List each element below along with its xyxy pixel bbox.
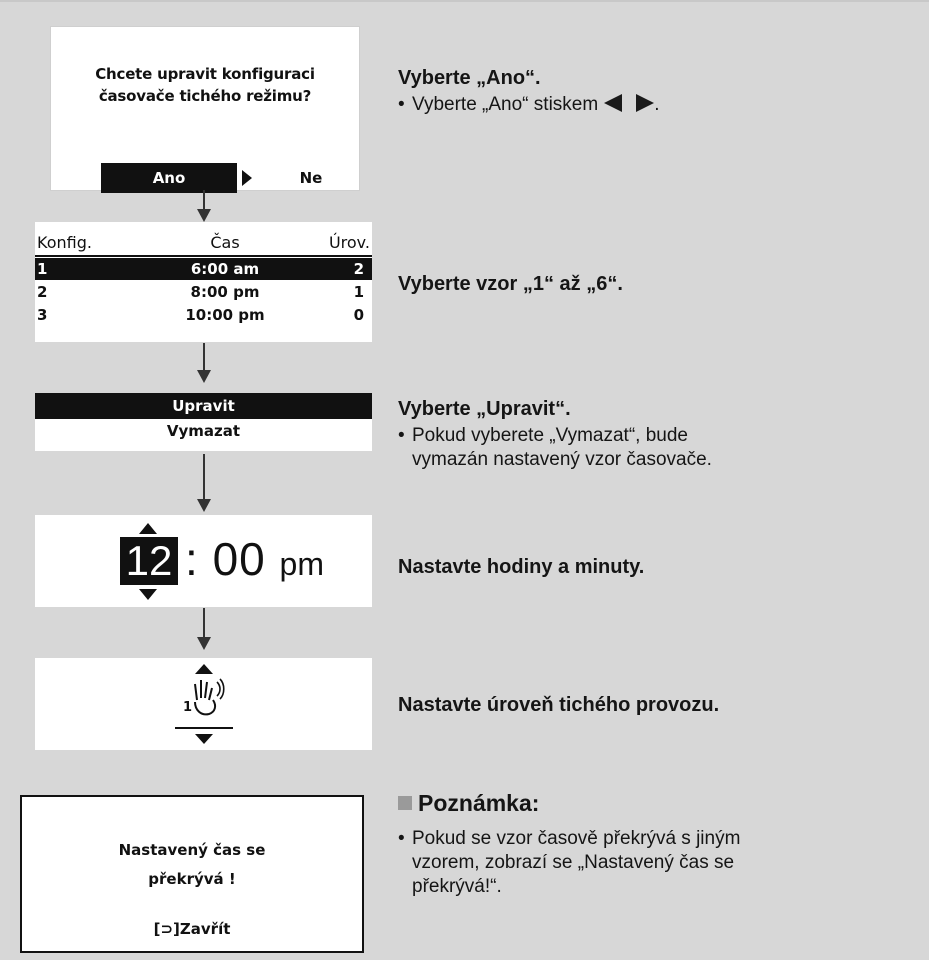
step-4-title: Nastavte hodiny a minuty. (398, 556, 645, 578)
row-level: 1 (353, 283, 364, 301)
step-1-bullet-text: Vyberte „Ano“ stiskem (412, 94, 599, 115)
level-value: 1 (183, 700, 193, 715)
time-rest (185, 531, 324, 592)
table-row[interactable] (35, 258, 372, 280)
triangle-left-icon (604, 94, 622, 112)
note-title: Poznámka: (418, 790, 540, 816)
confirm-screen (50, 26, 360, 191)
header-time: Čas (210, 233, 240, 252)
time-setting-screen (35, 515, 372, 607)
flow-arrow (203, 454, 205, 500)
header-divider (35, 255, 372, 257)
note-line-2: vzorem, zobrazí se „Nastavený čas se (412, 852, 735, 873)
step-2-title: Vyberte vzor „1“ až „6“. (398, 273, 623, 295)
step-5-title: Nastavte úroveň tichého provozu. (398, 694, 720, 716)
row-config: 1 (37, 260, 48, 278)
header-config: Konfig. (37, 233, 92, 252)
minutes-field[interactable]: 00 (212, 533, 266, 585)
yes-button[interactable]: Ano (101, 163, 237, 193)
hour-up-icon[interactable] (139, 523, 157, 534)
hour-field[interactable]: 12 (120, 537, 178, 585)
ampm-field[interactable]: pm (279, 546, 324, 582)
level-down-icon[interactable] (195, 734, 213, 744)
note-line-1: Pokud se vzor časově překrývá s jiným (412, 828, 741, 849)
table-header (35, 232, 372, 254)
flow-arrow (203, 190, 205, 210)
header-level: Úrov. (328, 233, 370, 252)
question-line-1: Chcete upravit konfiguraci (95, 65, 315, 83)
selection-caret-icon (242, 170, 252, 186)
note-line-3: překrývá!“. (412, 876, 502, 897)
row-level: 0 (353, 306, 364, 324)
level-bar (175, 727, 233, 729)
pattern-table (35, 222, 372, 342)
row-config: 2 (37, 283, 48, 301)
no-button[interactable]: Ne (299, 169, 323, 187)
warning-line-2: překrývá ! (148, 870, 236, 888)
step-3-title: Vyberte „Upravit“. (398, 398, 571, 420)
confirm-question (51, 63, 359, 107)
hand-wave-icon (187, 676, 227, 720)
step-1-title: Vyberte „Ano“. (398, 67, 541, 89)
table-row[interactable] (35, 281, 372, 303)
edit-menu (35, 393, 372, 451)
hour-down-icon[interactable] (139, 589, 157, 600)
row-level: 2 (353, 260, 364, 278)
flow-arrow (203, 343, 205, 371)
overlap-warning-screen (20, 795, 364, 953)
top-stripe (0, 0, 929, 2)
question-line-2: časovače tichého režimu? (98, 87, 312, 105)
square-bullet-icon (398, 796, 412, 810)
step-3-bullet-line-1: Pokud vyberete „Vymazat“, bude (412, 425, 688, 446)
triangle-right-icon (636, 94, 654, 112)
note-body: • Pokud se vzor časově překrývá s jiným vzorem, zobrazí se „Nastavený čas se překrývá!“. (398, 828, 741, 897)
note-heading (398, 789, 539, 817)
row-config: 3 (37, 306, 48, 324)
table-row[interactable] (35, 304, 372, 326)
level-up-icon[interactable] (195, 664, 213, 674)
warning-line-1: Nastavený čas se (118, 841, 266, 859)
close-button[interactable]: [⊃]Zavřít (153, 920, 231, 938)
time-separator: : (185, 533, 199, 585)
row-time: 8:00 pm (190, 283, 260, 301)
level-setting-screen (35, 658, 372, 750)
flow-arrow (203, 608, 205, 638)
row-time: 10:00 pm (185, 306, 265, 324)
row-time: 6:00 am (190, 260, 260, 278)
edit-menu-item[interactable]: Upravit (35, 393, 372, 419)
step-1-bullet: • Vyberte „Ano“ stiskem . (398, 94, 660, 115)
step-3-bullet-line-2: vymazán nastavený vzor časovače. (412, 449, 712, 470)
delete-menu-item[interactable]: Vymazat (166, 422, 241, 440)
step-3-bullet: • Pokud vyberete „Vymazat“, bude vymazán nastavený vzor časovače. (398, 425, 712, 470)
